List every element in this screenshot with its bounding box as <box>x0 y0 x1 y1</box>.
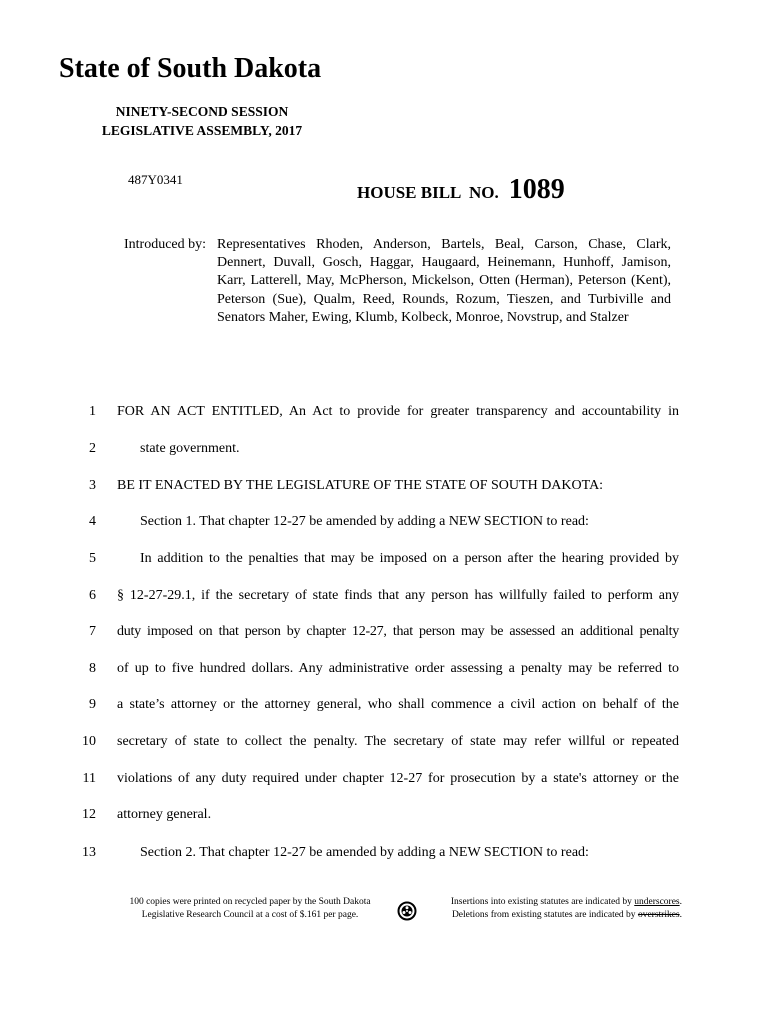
bill-line <box>0 478 768 498</box>
assembly-label: LEGISLATIVE ASSEMBLY <box>101 123 269 138</box>
line-text: § 12-27-29.1, if the secretary of state finds that any person has willfully failed to perform any <box>117 588 679 603</box>
bill-line <box>0 588 768 608</box>
line-text: attorney general. <box>117 807 212 822</box>
printing-note <box>110 896 390 921</box>
line-text: duty imposed on that person by chapter 12-27, that person may be assessed an additional penalty <box>117 624 679 639</box>
union-bug-icon <box>397 901 417 921</box>
overstrikes-word: overstrikes <box>637 909 680 920</box>
deletions-end: . <box>679 909 682 920</box>
line-number: 4 <box>89 514 96 529</box>
bill-code: 487Y0341 <box>128 172 183 187</box>
bill-heading <box>357 174 565 206</box>
line-text: state government. <box>140 441 240 456</box>
insertions-text: Insertions into existing statutes are indicated by <box>450 897 635 907</box>
deletions-text: Deletions from existing statutes are indicated by <box>451 909 638 920</box>
bill-line <box>0 771 768 791</box>
deletions-note <box>420 909 682 922</box>
line-number: 12 <box>82 807 96 822</box>
bill-label: HOUSE BILL NO. <box>357 183 499 202</box>
line-text: In addition to the penalties that may be imposed on a person after the hearing provided by <box>140 551 679 566</box>
line-number: 11 <box>82 771 96 786</box>
printing-note-line-1: 100 copies were printed on recycled paper by the South Dakota <box>129 897 371 907</box>
assembly-year: , 2017 <box>268 123 303 138</box>
line-text: FOR AN ACT ENTITLED, An Act to provide for greater transparency and accountability in <box>117 404 679 419</box>
bill-line <box>0 624 768 644</box>
line-text: Section 2. That chapter 12-27 be amended by adding a NEW SECTION to read: <box>140 845 589 860</box>
bill-number: 1089 <box>508 174 565 205</box>
bill-line <box>0 441 768 461</box>
session-line: NINETY-SECOND SESSION <box>115 104 289 119</box>
printing-note-line-2: Legislative Research Council at a cost of $.161 per page. <box>141 909 359 920</box>
line-number: 10 <box>82 734 96 749</box>
insertions-note <box>420 896 682 909</box>
underscores-word: underscores <box>634 897 680 907</box>
insertions-end: . <box>679 897 682 907</box>
line-text: of up to five hundred dollars. Any administrative order assessing a penalty may be referred to <box>117 661 679 676</box>
line-number: 6 <box>89 588 96 603</box>
line-number: 13 <box>82 845 96 860</box>
bill-line <box>0 661 768 681</box>
line-text: secretary of state to collect the penalty. The secretary of state may refer willful or repeated <box>117 734 679 749</box>
line-number: 2 <box>89 441 96 456</box>
line-text: Section 1. That chapter 12-27 be amended by adding a NEW SECTION to read: <box>140 514 589 529</box>
bill-line <box>0 404 768 424</box>
line-number: 5 <box>89 551 96 566</box>
bill-line <box>0 807 768 827</box>
bill-line <box>0 551 768 571</box>
sponsors-list: Representatives Rhoden, Anderson, Bartels, Beal, Carson, Chase, Clark, Dennert, Duvall, Gosch, Haggar, Haugaard, Heinemann, Hunhoff, Jamison, Karr, Latterell, May, McPherson, Mickelson, Otten (Herman), Peterson (Kent), Peterson (Sue), Qualm, Reed, Rounds, Rozum, Tieszen, and Turbiville and Senators Maher, Ewing, Klumb, Kolbeck, Monroe, Novstrup, and Stalzer <box>217 237 671 325</box>
bill-line <box>0 734 768 754</box>
statute-legend <box>420 896 682 921</box>
assembly-line <box>82 124 322 138</box>
bill-line <box>0 845 768 865</box>
line-text: a state’s attorney or the attorney general, who shall commence a civil action on behalf of the <box>117 697 679 712</box>
bill-line <box>0 697 768 717</box>
line-text: BE IT ENACTED BY THE LEGISLATURE OF THE STATE OF SOUTH DAKOTA: <box>117 478 604 493</box>
introduced-by-label: Introduced by: <box>124 237 207 252</box>
line-number: 7 <box>89 624 96 639</box>
line-number: 1 <box>89 404 96 419</box>
state-title: State of South Dakota <box>59 53 322 84</box>
bill-line <box>0 514 768 534</box>
line-number: 9 <box>89 697 96 712</box>
line-number: 8 <box>89 661 96 676</box>
line-number: 3 <box>89 478 96 493</box>
line-text: violations of any duty required under chapter 12-27 for prosecution by a state's attorney or the <box>117 771 679 786</box>
